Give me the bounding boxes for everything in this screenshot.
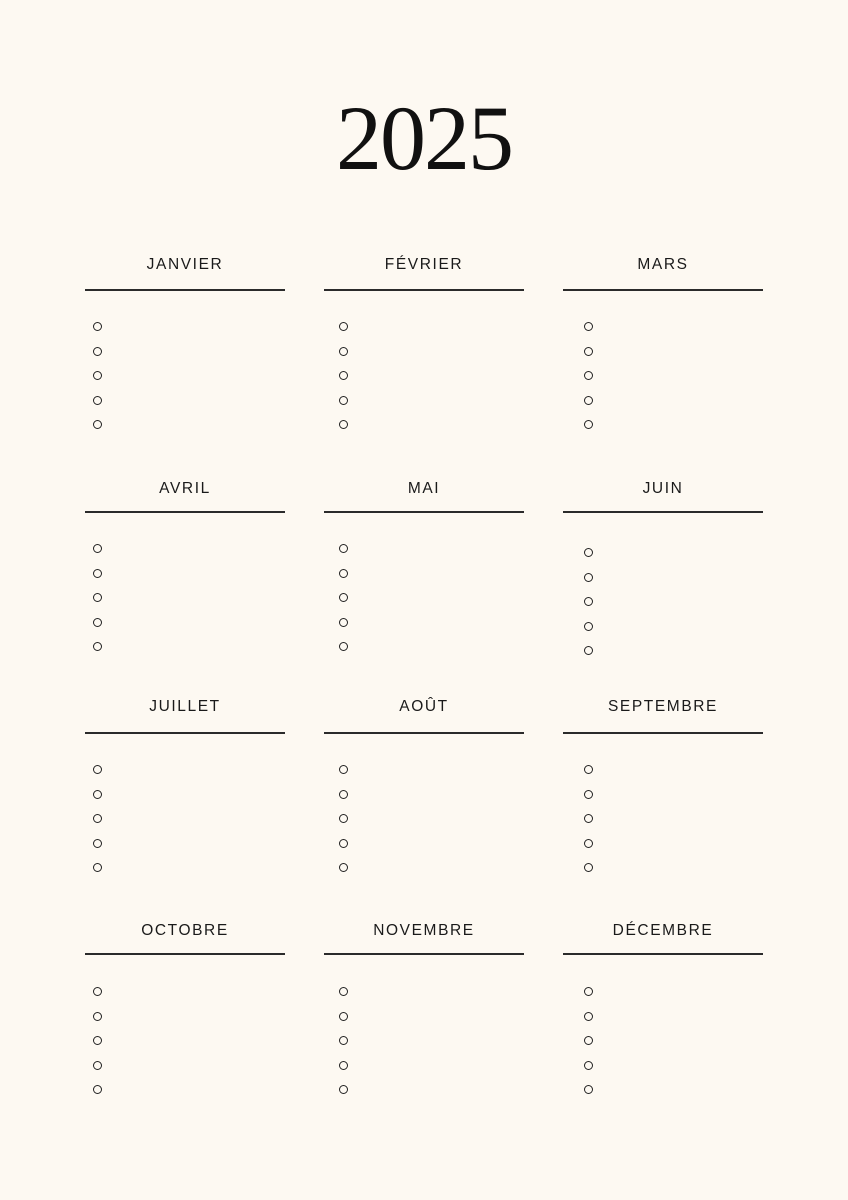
checkbox-circle-icon[interactable] xyxy=(339,1036,348,1045)
checkbox-circle-icon[interactable] xyxy=(584,597,593,606)
checkbox-circle-icon[interactable] xyxy=(584,396,593,405)
checkbox-circle-icon[interactable] xyxy=(339,347,348,356)
month-title: JUIN xyxy=(642,480,684,497)
checkbox-circle-icon[interactable] xyxy=(93,347,102,356)
checkbox-circle-icon[interactable] xyxy=(339,618,348,627)
checkbox-circle-icon[interactable] xyxy=(93,618,102,627)
month-block-3 xyxy=(563,255,763,275)
month-divider xyxy=(85,289,285,291)
checkbox-circle-icon[interactable] xyxy=(93,593,102,602)
checkbox-circle-icon[interactable] xyxy=(93,322,102,331)
checkbox-circle-icon[interactable] xyxy=(584,765,593,774)
month-block-1 xyxy=(85,255,285,275)
month-block-12 xyxy=(563,921,763,941)
checkbox-circle-icon[interactable] xyxy=(584,573,593,582)
checkbox-circle-icon[interactable] xyxy=(339,839,348,848)
checkbox-circle-icon[interactable] xyxy=(93,1085,102,1094)
checkbox-circle-icon[interactable] xyxy=(339,1085,348,1094)
month-title: FÉVRIER xyxy=(384,256,464,273)
month-block-9 xyxy=(563,697,763,717)
month-divider xyxy=(563,732,763,734)
month-divider xyxy=(324,289,524,291)
checkbox-circle-icon[interactable] xyxy=(584,987,593,996)
checkbox-circle-icon[interactable] xyxy=(584,322,593,331)
checkbox-circle-icon[interactable] xyxy=(93,396,102,405)
month-title: SEPTEMBRE xyxy=(607,698,718,715)
month-title: MAI xyxy=(407,480,441,497)
checkbox-circle-icon[interactable] xyxy=(584,1061,593,1070)
checkbox-circle-icon[interactable] xyxy=(584,420,593,429)
checkbox-circle-icon[interactable] xyxy=(93,1061,102,1070)
checkbox-circle-icon[interactable] xyxy=(93,814,102,823)
month-divider xyxy=(563,511,763,513)
checkbox-circle-icon[interactable] xyxy=(339,765,348,774)
checkbox-circle-icon[interactable] xyxy=(93,790,102,799)
checkbox-circle-icon[interactable] xyxy=(339,569,348,578)
checkbox-circle-icon[interactable] xyxy=(339,1012,348,1021)
month-block-11 xyxy=(324,921,524,941)
month-block-7 xyxy=(85,697,285,717)
checkbox-circle-icon[interactable] xyxy=(93,569,102,578)
checkbox-circle-icon[interactable] xyxy=(339,790,348,799)
checkbox-circle-icon[interactable] xyxy=(339,642,348,651)
checkbox-circle-icon[interactable] xyxy=(93,863,102,872)
checkbox-circle-icon[interactable] xyxy=(93,371,102,380)
month-block-5 xyxy=(324,479,524,499)
month-title: AVRIL xyxy=(159,480,211,497)
month-title: OCTOBRE xyxy=(141,922,229,939)
month-title: JANVIER xyxy=(146,256,224,273)
checkbox-circle-icon[interactable] xyxy=(93,642,102,651)
checkbox-circle-icon[interactable] xyxy=(339,544,348,553)
checkbox-circle-icon[interactable] xyxy=(339,371,348,380)
checkbox-circle-icon[interactable] xyxy=(93,765,102,774)
month-divider xyxy=(85,953,285,955)
checkbox-circle-icon[interactable] xyxy=(339,420,348,429)
checkbox-circle-icon[interactable] xyxy=(584,622,593,631)
month-block-8 xyxy=(324,697,524,717)
checkbox-circle-icon[interactable] xyxy=(93,420,102,429)
month-block-10 xyxy=(85,921,285,941)
checkbox-circle-icon[interactable] xyxy=(93,1036,102,1045)
month-divider xyxy=(324,511,524,513)
month-divider xyxy=(324,732,524,734)
checkbox-circle-icon[interactable] xyxy=(339,987,348,996)
month-divider xyxy=(85,732,285,734)
checkbox-circle-icon[interactable] xyxy=(584,790,593,799)
checkbox-circle-icon[interactable] xyxy=(584,1085,593,1094)
checkbox-circle-icon[interactable] xyxy=(93,839,102,848)
checkbox-circle-icon[interactable] xyxy=(584,371,593,380)
month-title: MARS xyxy=(637,256,689,273)
month-divider xyxy=(563,953,763,955)
month-block-4 xyxy=(85,479,285,499)
checkbox-circle-icon[interactable] xyxy=(93,1012,102,1021)
checkbox-circle-icon[interactable] xyxy=(584,1036,593,1045)
checkbox-circle-icon[interactable] xyxy=(584,347,593,356)
month-block-6 xyxy=(563,479,763,499)
month-title: DÉCEMBRE xyxy=(612,922,714,939)
checkbox-circle-icon[interactable] xyxy=(584,646,593,655)
month-title: AOÛT xyxy=(399,698,449,715)
checkbox-circle-icon[interactable] xyxy=(93,544,102,553)
checkbox-circle-icon[interactable] xyxy=(584,863,593,872)
month-title: NOVEMBRE xyxy=(373,922,475,939)
checkbox-circle-icon[interactable] xyxy=(339,593,348,602)
month-divider xyxy=(563,289,763,291)
year-title: 2025 xyxy=(336,87,512,189)
checkbox-circle-icon[interactable] xyxy=(339,396,348,405)
month-divider xyxy=(324,953,524,955)
checkbox-circle-icon[interactable] xyxy=(339,322,348,331)
month-divider xyxy=(85,511,285,513)
month-block-2 xyxy=(324,255,524,275)
month-title: JUILLET xyxy=(149,698,221,715)
checkbox-circle-icon[interactable] xyxy=(339,1061,348,1070)
checkbox-circle-icon[interactable] xyxy=(584,548,593,557)
checkbox-circle-icon[interactable] xyxy=(584,1012,593,1021)
checkbox-circle-icon[interactable] xyxy=(339,814,348,823)
checkbox-circle-icon[interactable] xyxy=(339,863,348,872)
checkbox-circle-icon[interactable] xyxy=(584,839,593,848)
checkbox-circle-icon[interactable] xyxy=(584,814,593,823)
checkbox-circle-icon[interactable] xyxy=(93,987,102,996)
